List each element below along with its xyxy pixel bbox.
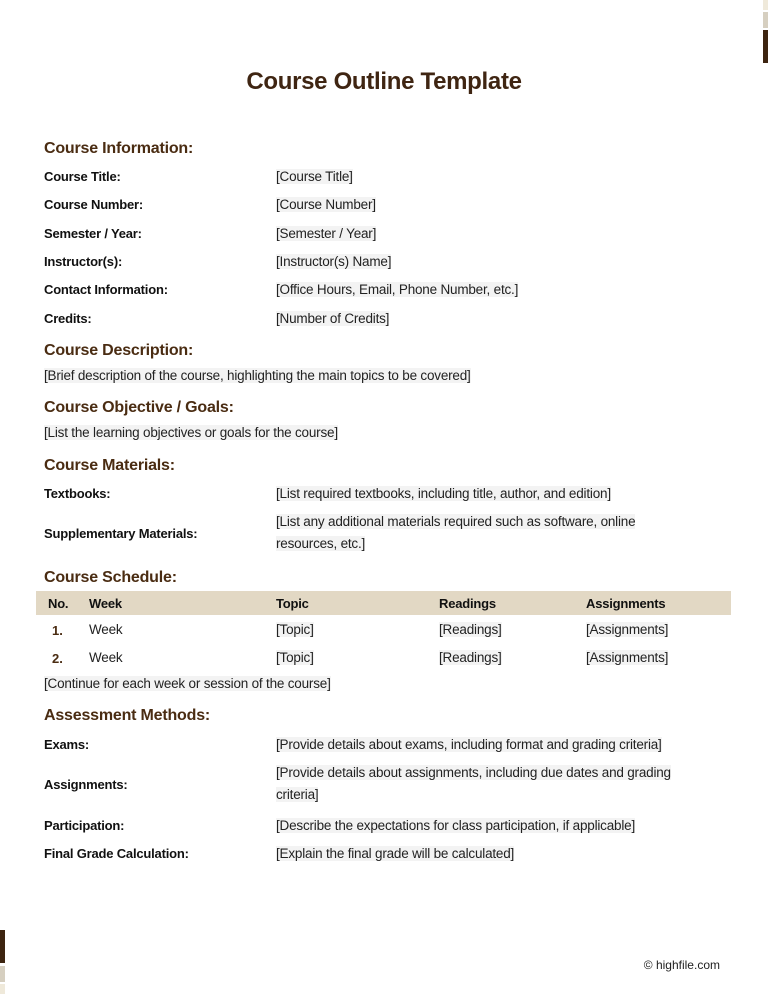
field-label-exams: Exams: [44,737,90,752]
field-value-instructors[interactable]: [Instructor(s) Name] [276,254,392,269]
section-heading-course-materials: Course Materials: [44,457,175,474]
section-heading-assessment-methods: Assessment Methods: [44,707,211,724]
course-objectives-text[interactable]: [List the learning objectives or goals for the course] [44,425,338,440]
row-week[interactable]: Week [89,650,123,665]
column-header-week: Week [89,596,122,611]
field-label-textbooks: Textbooks: [44,486,111,501]
field-label-participation: Participation: [44,818,125,833]
schedule-note[interactable]: [Continue for each week or session of the course] [44,676,331,691]
column-header-assignments: Assignments [586,596,666,611]
corner-bar-dark-top [763,30,768,63]
field-label-course-number: Course Number: [44,197,144,212]
section-heading-course-schedule: Course Schedule: [44,569,177,586]
field-value-course-number[interactable]: [Course Number] [276,197,376,212]
corner-bar-tan-top [763,12,768,28]
field-value-line: resources, etc.] [276,536,366,551]
row-week[interactable]: Week [89,622,123,637]
row-readings[interactable]: [Readings] [439,650,502,665]
section-heading-course-information: Course Information: [44,140,194,157]
field-value-final-grade-calculation[interactable]: [Explain the final grade will be calculated] [276,846,515,861]
field-value-supplementary-materials[interactable] [276,511,635,555]
row-number: 2. [52,651,63,666]
field-label-supplementary-materials: Supplementary Materials: [44,526,198,541]
field-value-contact-information[interactable]: [Office Hours, Email, Phone Number, etc.] [276,282,519,297]
field-value-textbooks[interactable]: [List required textbooks, including title, author, and edition] [276,486,611,501]
field-value-line: criteria] [276,787,319,802]
column-header-no: No. [48,596,69,611]
field-label-assignments: Assignments: [44,777,128,792]
row-topic[interactable]: [Topic] [276,622,314,637]
field-value-credits[interactable]: [Number of Credits] [276,311,390,326]
row-topic[interactable]: [Topic] [276,650,314,665]
corner-bar-light-bottom [0,984,5,994]
field-value-line: [List any additional materials required such as software, online [276,514,636,529]
field-value-assignments[interactable] [276,762,671,806]
corner-bar-tan-bottom [0,966,5,982]
field-label-instructors: Instructor(s): [44,254,123,269]
field-label-course-title: Course Title: [44,169,121,184]
section-heading-course-objectives: Course Objective / Goals: [44,399,234,416]
document-title: Course Outline Template [246,68,522,95]
row-number: 1. [52,623,63,638]
field-value-line: [Provide details about assignments, including due dates and grading [276,765,671,780]
field-value-participation[interactable]: [Describe the expectations for class participation, if applicable] [276,818,635,833]
footer-copyright[interactable]: © highfile.com [643,958,720,972]
field-value-exams[interactable]: [Provide details about exams, including format and grading criteria] [276,737,662,752]
field-label-semester-year: Semester / Year: [44,226,142,241]
field-label-contact-information: Contact Information: [44,282,168,297]
corner-bar-light-top [763,0,768,10]
row-assignments[interactable]: [Assignments] [586,650,669,665]
row-assignments[interactable]: [Assignments] [586,622,669,637]
section-heading-course-description: Course Description: [44,342,194,359]
field-label-credits: Credits: [44,311,92,326]
field-value-course-title[interactable]: [Course Title] [276,169,353,184]
column-header-readings: Readings [439,596,496,611]
field-value-semester-year[interactable]: [Semester / Year] [276,226,377,241]
row-readings[interactable]: [Readings] [439,622,502,637]
course-description-text[interactable]: [Brief description of the course, highlighting the main topics to be covered] [44,368,471,383]
corner-bar-dark-bottom [0,930,5,963]
column-header-topic: Topic [276,596,309,611]
field-label-final-grade-calculation: Final Grade Calculation: [44,846,189,861]
